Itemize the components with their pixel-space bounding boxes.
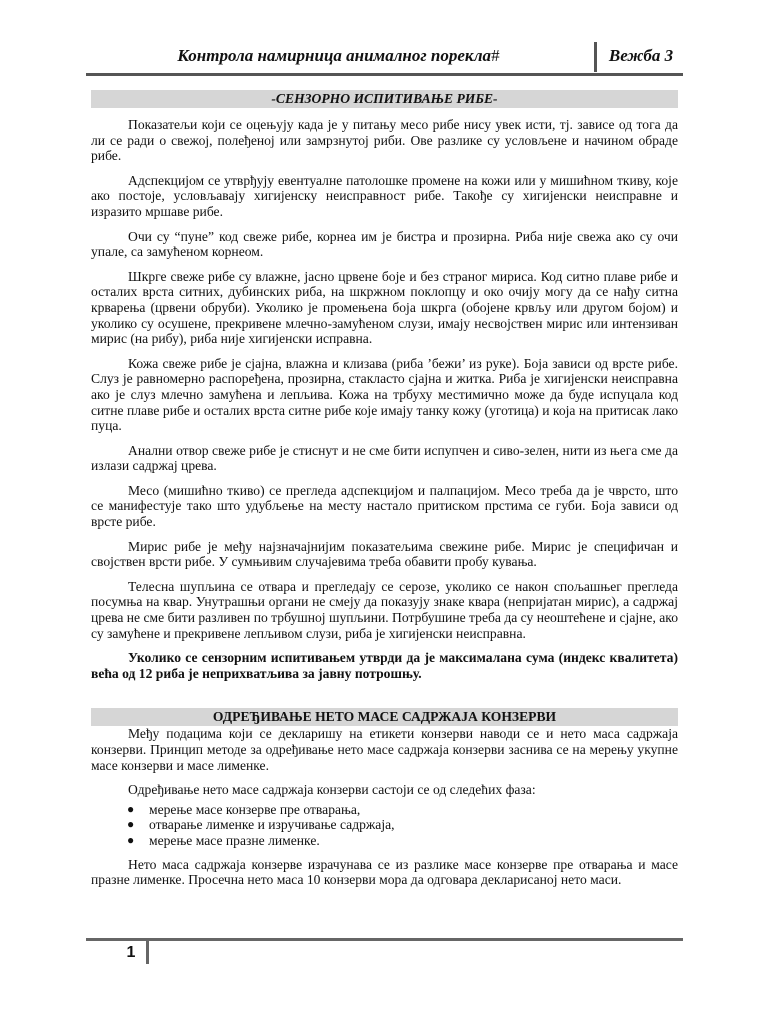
paragraph: Шкрге свеже рибе су влажне, јасно црвене боје и без страног мириса. Код ситно плаве рибе и осталих врста ситних, дубинских риба, на шкржном поклопцу и око очију могу да се нађу ситна крварења (црвени обруби). Уколико је промењена боја шкрга (обојене крвљу или другом бојом) и уколико су осушене, прекривене млечно-замућеном слузи, имају несвојствен мирис или интензиван мирис (на рибу), риба није хигијенски исправна. (91, 268, 678, 347)
section-title-sensory: -СЕНЗОРНО ИСПИТИВАЊЕ РИБЕ- (91, 90, 678, 108)
paragraph: Телесна шупљина се отвара и прегледају се серозе, уколико се након спољашњег прегледа посумња на квар. Унутрашњи органи не смеју да показују знаке квара (непријатан мирис), а садржај црева не сме бити разливен по трбушној шупљини. Потрбушине треба да су неоштећене и сјајне, ако су замућене и прекривене лепљивом слузи, риба је хигијенски неисправна. (91, 578, 678, 641)
conclusion-paragraph: Уколико се сензорним испитивањем утврди да је максималана сума (индекс квалитета) већа од 12 риба је неприхватљива за јавну потрошњу. (91, 650, 678, 681)
bullet-icon: ● (127, 832, 135, 847)
bullet-icon: ● (127, 817, 135, 832)
section-title-net-mass: ОДРЕЂИВАЊЕ НЕТО МАСЕ САДРЖАЈА КОНЗЕРВИ (91, 708, 678, 726)
paragraph: Адспекцијом се утврђују евентуалне патолошке промене на кожи или у мишићном ткиву, које ако постоје, условљавају хигијенску неисправност рибе. Такође су хигијенски неисправне и изразито мршаве рибе. (91, 172, 678, 219)
paragraph: Очи су “пуне” код свеже рибе, корнеа им је бистра и прозирна. Риба није свежа ако су очи упале, са замућеном корнеом. (91, 228, 678, 260)
paragraph: Мирис рибе је међу најзначајнијим показатељима свежине рибе. Мирис је специфичан и својствен врсти рибе. У сумњивим случајевима треба обавити пробу кувања. (91, 538, 678, 570)
list-item-text: мерење масе празне лименке. (149, 832, 320, 848)
list-item (128, 817, 678, 833)
bullet-icon: ● (127, 801, 135, 816)
paragraph: Кожа свеже рибе је сјајна, влажна и клизава (риба ’бежи’ из руке). Боја зависи од врсте рибе. Слуз је равномерно распоређена, прозирна, стакласто сјајна и житка. Риба је хигијенски неисправна ако је слуз млечно замућена и лепљива. Кожа на трбуху местимично може да буде испуцала код ситне плаве рибе и осталих врста ситне рибе које имају танку кожу (уготица) и која на притисак лако пуца. (91, 355, 678, 434)
paragraph: Одређивање нето масе садржаја конзерви састоји се од следећих фаза: (128, 782, 536, 798)
footer-divider (146, 940, 149, 964)
paragraph: Нето маса садржаја конзерве израчунава се из разлике масе конзерве пре отварања и масе празне лименке. Просечна нето маса 10 конзерви мора да одговара декларисаној нето маси. (91, 856, 678, 888)
header-title (86, 46, 591, 66)
paragraph: Показатељи који се оцењују када је у питању месо рибе нису увек исти, тј. зависе од тога да ли се ради о свежој, полеђеној или замрзнутој риби. Ове разлике су условљене и начином обраде рибе. (91, 117, 678, 164)
header-rule (86, 73, 683, 76)
footer-rule (86, 938, 683, 941)
header-exercise-label: Вежба 3 (608, 46, 674, 65)
paragraph: Међу подацима који се декларишу на етикети конзерви наводи се и нето маса садржаја конзерви. Принцип методе за одређивање нето масе садржаја конзерви заснива се на мерењу укупне масе конзерви и масе лименке. (91, 726, 678, 773)
header-divider (594, 42, 597, 72)
header-title-text: Контрола намирница анималног порекла (177, 46, 492, 65)
page-content (91, 90, 678, 897)
phase-list (91, 802, 678, 849)
paragraph: Анални отвор свеже рибе је стиснут и не сме бити испупчен и сиво-зелен, нити из њега сме да излази садржај црева. (91, 442, 678, 474)
list-item-text: отварање лименке и изручивање садржаја, (149, 817, 395, 833)
page-number: 1 (126, 944, 136, 961)
paragraph: Месо (мишићно ткиво) се прегледа адспекцијом и палпацијом. Месо треба да је чврсто, што се манифестује тако што удубљење на месту настало притиском прстима се губи. Боја зависи од врсте рибе. (91, 482, 678, 530)
header-hash: # (491, 46, 500, 65)
list-item (128, 802, 678, 818)
page-header (86, 40, 683, 76)
list-item (128, 833, 678, 849)
list-item-text: мерење масе конзерве пре отварања, (149, 801, 361, 817)
